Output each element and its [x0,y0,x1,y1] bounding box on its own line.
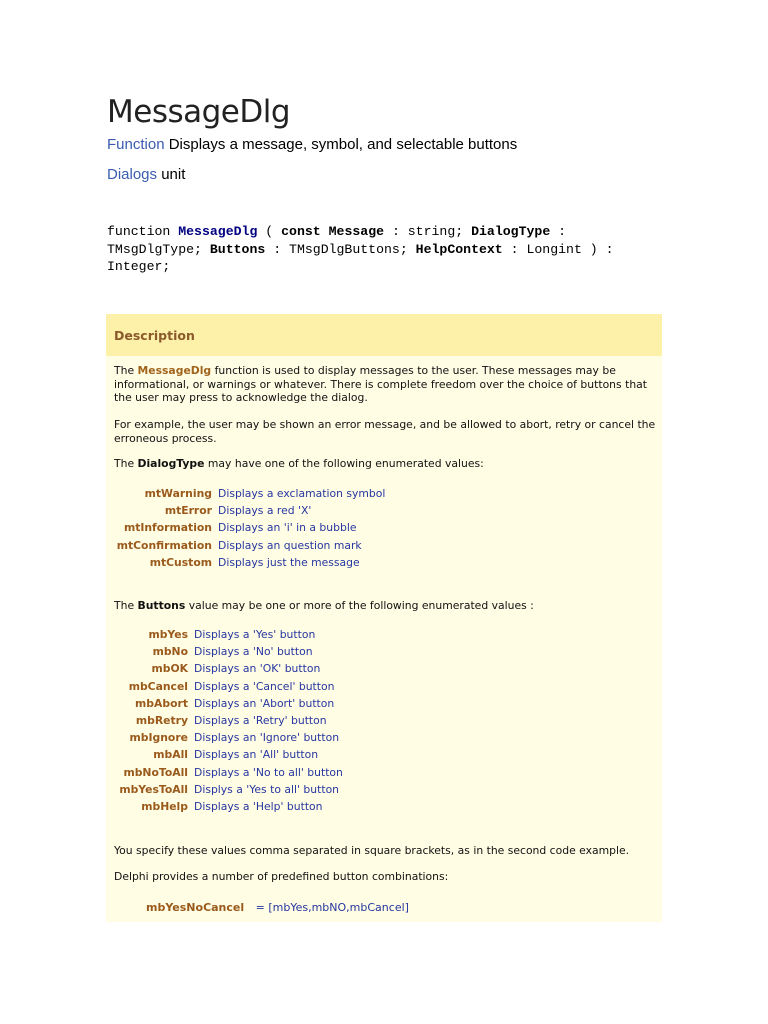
list-item [106,678,651,695]
list-item [106,643,651,660]
sig-text: : Longint ) : Integer; [107,241,614,274]
dialog-type-list [106,485,651,571]
enum-desc: Displays a exclamation symbol [218,487,386,501]
enum-key: mbHelp [141,799,188,813]
enum-desc: Displays an question mark [218,538,362,552]
messagedlg-keyword: MessageDlg [137,364,212,377]
description-body-4 [114,599,659,613]
enum-key: mtCustom [149,555,212,569]
description-body-3 [114,457,659,471]
para-dialogtype [114,457,659,471]
enum-key: mbAbort [135,696,188,710]
enum-key: mtInformation [123,521,212,535]
list-item [106,695,651,712]
para-example: For example, the user may be shown an error message, and be allowed to abort, retry or cancel the erroneous process. [114,418,656,445]
enum-desc: Displays an 'Ignore' button [194,731,340,745]
function-link[interactable]: Function [107,136,165,153]
enum-key: mbOK [151,662,188,676]
enum-desc: Displays a 'Retry' button [194,714,327,728]
sig-text [321,224,329,239]
enum-key: mtError [164,504,212,518]
description-body [114,364,659,405]
para-text: function is used to display messages to the user. These messages may be informational, or warnings or whatever. There is complete freedom over the choice of buttons that the user may press to acknowledge the dialog. [114,364,648,405]
enum-desc: Displays an 'i' in a bubble [218,521,357,535]
list-item [106,798,651,815]
enum-key: mbYesToAll [119,782,188,796]
para-text: The [114,599,138,612]
para-text: The [114,364,138,377]
enum-desc: Displays a 'Yes' button [194,628,316,642]
description-body-6 [114,870,659,884]
sig-param-message: Message [328,224,385,239]
enum-desc: Displays an 'Abort' button [194,696,335,710]
enum-key: mbIgnore [129,731,188,745]
list-item [106,485,651,502]
sig-text: : TMsgDlgButtons; [265,241,416,257]
combo-key: mbYesNoCancel [146,901,245,914]
unit-suffix: unit [161,166,186,183]
unit-line [107,166,185,183]
enum-desc: Displays just the message [218,555,360,569]
list-item [106,626,651,643]
list-item [106,537,651,554]
list-item [106,746,651,763]
enum-desc: Displays a 'No to all' button [194,765,343,779]
sig-text: : string; [384,224,472,239]
para-specify: You specify these values comma separated in square brackets, as in the second code example. [114,844,630,857]
sig-text: function [107,224,179,239]
enum-desc: Displays a 'Help' button [194,799,323,813]
sig-text: ( [257,224,282,239]
list-item [106,660,651,677]
enum-key: mtWarning [144,487,212,501]
enum-desc: Displays a 'No' button [194,645,313,659]
description-body-2 [114,418,659,445]
sig-const-keyword: const [281,224,321,239]
sig-param-helpcontext: HelpContext [415,241,503,257]
enum-desc: Displys a 'Yes to all' button [194,782,340,796]
enum-desc: Displays an 'All' button [194,748,319,762]
enum-key: mbYes [148,628,188,642]
para-text: The [114,457,138,470]
list-item [106,519,651,536]
enum-desc: Displays a 'Cancel' button [194,679,335,693]
enum-key: mbRetry [135,714,188,728]
description-body-5 [114,844,659,858]
sig-param-buttons: Buttons [209,241,266,257]
combo-value: = [mbYes,mbNO,mbCancel] [255,901,409,914]
enum-key: mbNoToAll [123,765,188,779]
description-heading: Description [106,314,662,356]
para-predefined: Delphi provides a number of predefined button combinations: [114,870,449,883]
list-item [106,712,651,729]
list-item [106,781,651,798]
para-text: value may be one or more of the following enumerated values : [185,599,534,612]
sig-param-dialogtype: DialogType [471,224,551,239]
enum-desc: Displays an 'OK' button [194,662,321,676]
summary-line [107,136,517,153]
dialogs-unit-link[interactable]: Dialogs [107,166,158,183]
page-title: MessageDlg [107,94,291,130]
function-signature [107,223,647,276]
enum-key: mbCancel [128,679,188,693]
sig-text: : TMsgDlgType; [107,224,567,257]
dialogtype-keyword: DialogType [137,457,205,470]
buttons-list [106,626,651,815]
para-text: may have one of the following enumerated values: [204,457,484,470]
para-buttons [114,599,659,613]
buttons-keyword: Buttons [137,599,186,612]
para-intro [114,364,659,405]
list-item [106,764,651,781]
enum-key: mbNo [152,645,188,659]
enum-key: mtConfirmation [116,538,212,552]
list-item [106,502,651,519]
description-panel [106,314,662,922]
summary-text: Displays a message, symbol, and selectable buttons [168,136,518,153]
sig-function-name: MessageDlg [178,224,258,239]
list-item [106,729,651,746]
enum-desc: Displays a red 'X' [218,504,312,518]
list-item [106,554,651,571]
enum-key: mbAll [153,748,188,762]
combo-row [146,901,409,914]
